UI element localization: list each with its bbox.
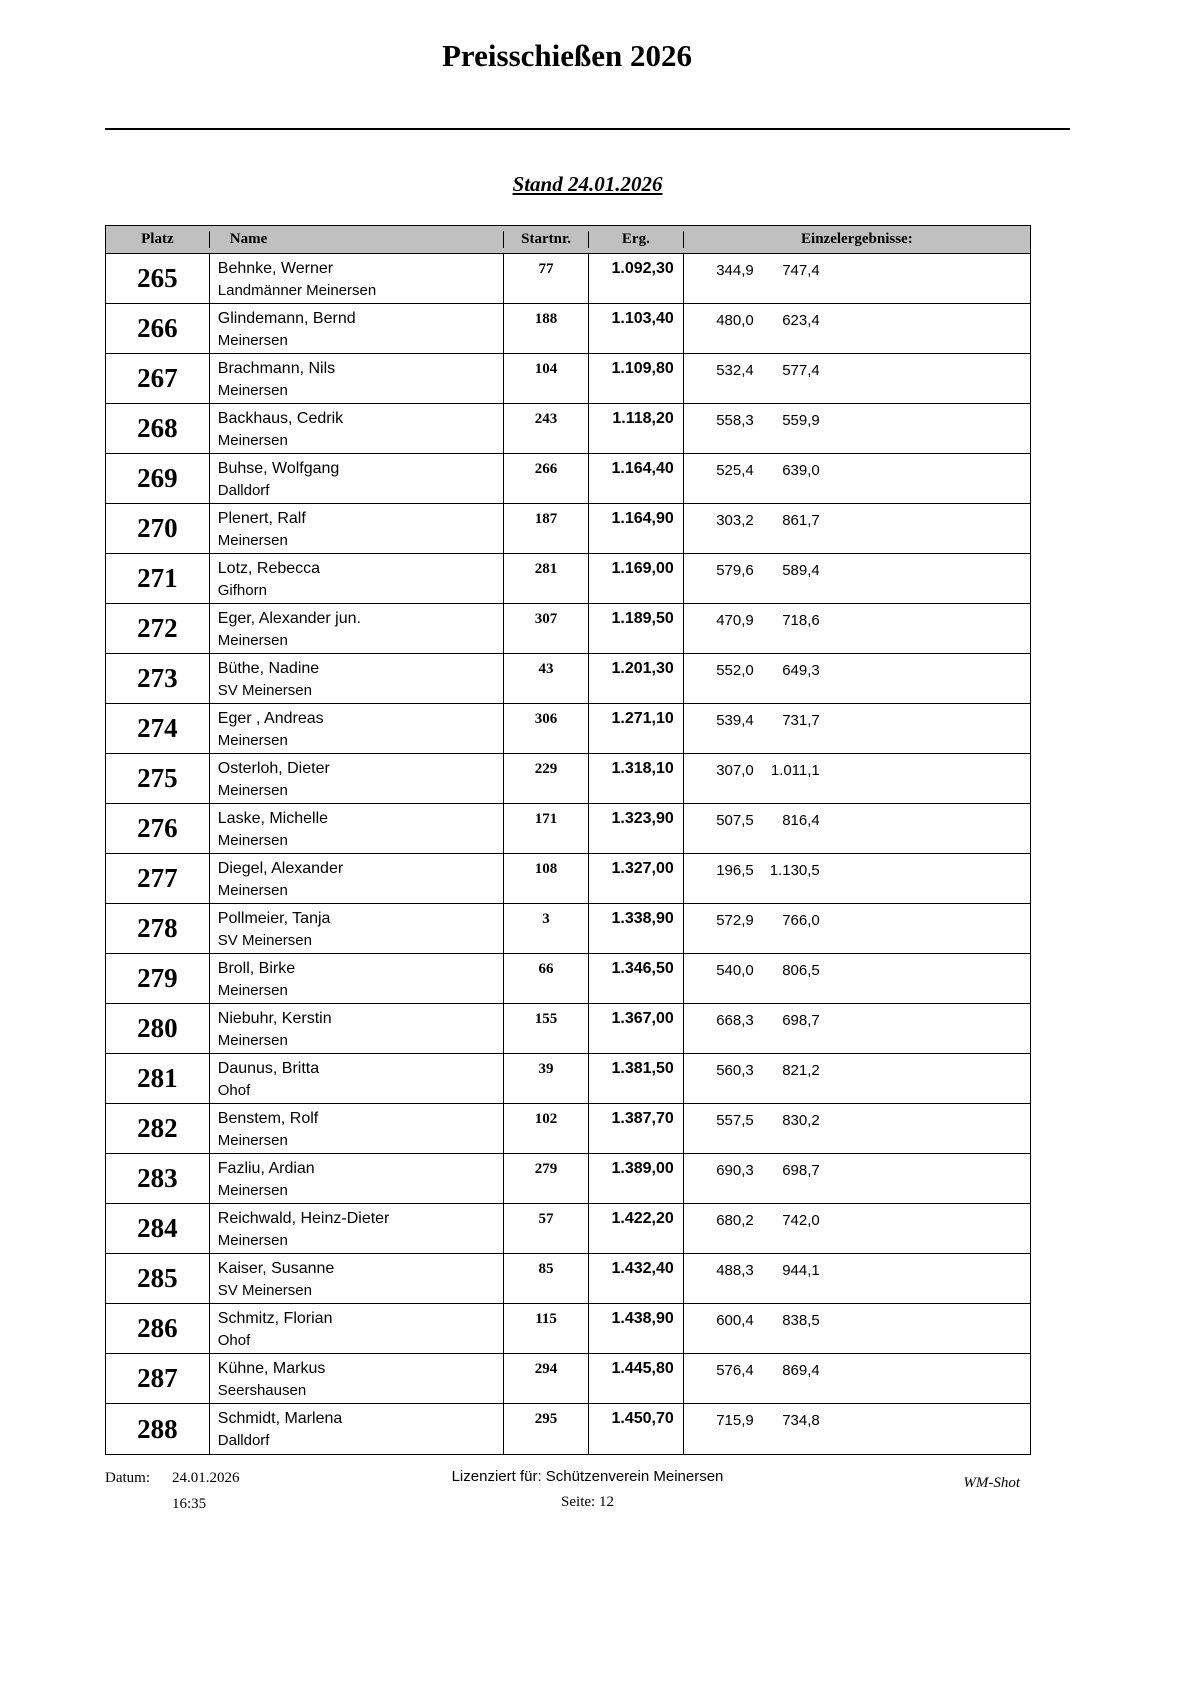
club-name: Meinersen xyxy=(217,882,288,899)
single-results-cell xyxy=(684,1204,1030,1253)
name-cell xyxy=(210,1254,504,1303)
single-result-1: 572,9 xyxy=(716,912,754,929)
results-table-body xyxy=(106,254,1030,1454)
result-total: 1.445,80 xyxy=(589,1354,684,1403)
single-result-1: 507,5 xyxy=(716,812,754,829)
table-row xyxy=(106,454,1030,504)
shooter-name: Fazliu, Ardian xyxy=(217,1160,315,1177)
shooter-name: Reichwald, Heinz-Dieter xyxy=(217,1210,390,1227)
name-cell xyxy=(210,1154,504,1203)
name-cell xyxy=(210,804,504,853)
shooter-name: Büthe, Nadine xyxy=(217,660,320,677)
start-number: 39 xyxy=(504,1054,589,1103)
single-result-2: 639,0 xyxy=(782,462,820,479)
result-total: 1.381,50 xyxy=(589,1054,684,1103)
shooter-name: Niebuhr, Kerstin xyxy=(217,1010,332,1027)
table-row xyxy=(106,554,1030,604)
start-number: 279 xyxy=(504,1154,589,1203)
single-result-2: 623,4 xyxy=(782,312,820,329)
rank-value: 274 xyxy=(106,704,210,753)
single-result-2: 559,9 xyxy=(782,412,820,429)
start-number: 85 xyxy=(504,1254,589,1303)
name-cell xyxy=(210,504,504,553)
single-results-cell xyxy=(684,1254,1030,1303)
table-row xyxy=(106,1054,1030,1104)
club-name: Meinersen xyxy=(217,532,288,549)
start-number: 104 xyxy=(504,354,589,403)
rank-value: 286 xyxy=(106,1304,210,1353)
shooter-name: Daunus, Britta xyxy=(217,1060,320,1077)
result-total: 1.438,90 xyxy=(589,1304,684,1353)
table-row xyxy=(106,1154,1030,1204)
rank-value: 273 xyxy=(106,654,210,703)
start-number: 307 xyxy=(504,604,589,653)
result-total: 1.346,50 xyxy=(589,954,684,1003)
shooter-name: Backhaus, Cedrik xyxy=(217,410,344,427)
name-cell xyxy=(210,654,504,703)
result-total: 1.387,70 xyxy=(589,1104,684,1153)
club-name: Meinersen xyxy=(217,432,288,449)
single-result-2: 718,6 xyxy=(782,612,820,629)
rank-value: 272 xyxy=(106,604,210,653)
single-result-2: 869,4 xyxy=(782,1362,820,1379)
single-result-1: 579,6 xyxy=(716,562,754,579)
single-result-2: 821,2 xyxy=(782,1062,820,1079)
start-number: 155 xyxy=(504,1004,589,1053)
club-name: SV Meinersen xyxy=(217,1282,312,1299)
shooter-name: Eger , Andreas xyxy=(217,710,324,727)
table-row xyxy=(106,1304,1030,1354)
name-cell xyxy=(210,704,504,753)
single-result-1: 715,9 xyxy=(716,1412,754,1429)
shooter-name: Benstem, Rolf xyxy=(217,1110,319,1127)
club-name: Meinersen xyxy=(217,732,288,749)
club-name: Ohof xyxy=(217,1082,251,1099)
start-number: 102 xyxy=(504,1104,589,1153)
rank-value: 284 xyxy=(106,1204,210,1253)
single-result-1: 552,0 xyxy=(716,662,754,679)
club-name: Meinersen xyxy=(217,832,288,849)
club-name: Meinersen xyxy=(217,1132,288,1149)
table-row xyxy=(106,1104,1030,1154)
single-results-cell xyxy=(684,404,1030,453)
single-result-1: 303,2 xyxy=(716,512,754,529)
club-name: Meinersen xyxy=(217,1232,288,1249)
single-result-2: 698,7 xyxy=(782,1012,820,1029)
club-name: Meinersen xyxy=(217,332,288,349)
single-results-cell xyxy=(684,454,1030,503)
single-result-2: 731,7 xyxy=(782,712,820,729)
rank-value: 282 xyxy=(106,1104,210,1153)
single-result-1: 668,3 xyxy=(716,1012,754,1029)
rank-value: 288 xyxy=(106,1404,210,1454)
table-header-row xyxy=(106,226,1030,254)
single-results-cell xyxy=(684,954,1030,1003)
name-cell xyxy=(210,604,504,653)
club-name: Ohof xyxy=(217,1332,251,1349)
single-result-2: 742,0 xyxy=(782,1212,820,1229)
rank-value: 279 xyxy=(106,954,210,1003)
start-number: 57 xyxy=(504,1204,589,1253)
club-name: SV Meinersen xyxy=(217,682,312,699)
start-number: 229 xyxy=(504,754,589,803)
single-result-2: 649,3 xyxy=(782,662,820,679)
start-number: 187 xyxy=(504,504,589,553)
shooter-name: Buhse, Wolfgang xyxy=(217,460,340,477)
single-results-cell xyxy=(684,504,1030,553)
start-number: 108 xyxy=(504,854,589,903)
results-table xyxy=(105,225,1031,1455)
start-number: 115 xyxy=(504,1304,589,1353)
table-row xyxy=(106,1404,1030,1454)
horizontal-rule xyxy=(105,128,1070,130)
table-row xyxy=(106,1204,1030,1254)
single-result-1: 344,9 xyxy=(716,262,754,279)
header-erg: Erg. xyxy=(589,231,684,248)
shooter-name: Eger, Alexander jun. xyxy=(217,610,361,627)
single-results-cell xyxy=(684,1104,1030,1153)
name-cell xyxy=(210,1204,504,1253)
club-name: Dalldorf xyxy=(217,482,270,499)
single-result-2: 734,8 xyxy=(782,1412,820,1429)
club-name: Meinersen xyxy=(217,1032,288,1049)
result-total: 1.422,20 xyxy=(589,1204,684,1253)
table-row xyxy=(106,604,1030,654)
single-result-2: 816,4 xyxy=(782,812,820,829)
single-result-1: 307,0 xyxy=(716,762,754,779)
time-value: 16:35 xyxy=(172,1496,207,1512)
club-name: Meinersen xyxy=(217,382,288,399)
shooter-name: Laske, Michelle xyxy=(217,810,329,827)
single-result-2: 838,5 xyxy=(782,1312,820,1329)
single-result-2: 861,7 xyxy=(782,512,820,529)
rank-value: 278 xyxy=(106,904,210,953)
club-name: Meinersen xyxy=(217,782,288,799)
report-date-subtitle: Stand 24.01.2026 xyxy=(512,172,663,196)
result-total: 1.109,80 xyxy=(589,354,684,403)
table-row xyxy=(106,1004,1030,1054)
start-number: 77 xyxy=(504,254,589,303)
single-result-2: 577,4 xyxy=(782,362,820,379)
name-cell xyxy=(210,854,504,903)
result-total: 1.318,10 xyxy=(589,754,684,803)
shooter-name: Plenert, Ralf xyxy=(217,510,306,527)
license-text: Lizenziert für: Schützenverein Meinersen xyxy=(451,1468,724,1485)
single-result-2: 589,4 xyxy=(782,562,820,579)
result-total: 1.118,20 xyxy=(589,404,684,453)
start-number: 243 xyxy=(504,404,589,453)
result-total: 1.323,90 xyxy=(589,804,684,853)
result-total: 1.327,00 xyxy=(589,854,684,903)
rank-value: 276 xyxy=(106,804,210,853)
start-number: 294 xyxy=(504,1354,589,1403)
single-result-1: 196,5 xyxy=(716,862,754,879)
single-result-2: 830,2 xyxy=(782,1112,820,1129)
result-total: 1.164,90 xyxy=(589,504,684,553)
shooter-name: Schmitz, Florian xyxy=(217,1310,333,1327)
single-results-cell xyxy=(684,804,1030,853)
table-row xyxy=(106,654,1030,704)
start-number: 295 xyxy=(504,1404,589,1454)
rank-value: 275 xyxy=(106,754,210,803)
header-einzelergebnisse: Einzelergebnisse: xyxy=(801,231,913,247)
table-row xyxy=(106,254,1030,304)
single-result-2: 698,7 xyxy=(782,1162,820,1179)
start-number: 43 xyxy=(504,654,589,703)
result-total: 1.450,70 xyxy=(589,1404,684,1454)
table-row xyxy=(106,954,1030,1004)
shooter-name: Schmidt, Marlena xyxy=(217,1410,343,1427)
table-row xyxy=(106,354,1030,404)
single-result-1: 488,3 xyxy=(716,1262,754,1279)
result-total: 1.164,40 xyxy=(589,454,684,503)
start-number: 188 xyxy=(504,304,589,353)
single-results-cell xyxy=(684,854,1030,903)
rank-value: 283 xyxy=(106,1154,210,1203)
rank-value: 269 xyxy=(106,454,210,503)
table-row xyxy=(106,804,1030,854)
result-total: 1.271,10 xyxy=(589,704,684,753)
rank-value: 268 xyxy=(106,404,210,453)
shooter-name: Kaiser, Susanne xyxy=(217,1260,335,1277)
single-result-1: 560,3 xyxy=(716,1062,754,1079)
single-results-cell xyxy=(684,1004,1030,1053)
single-results-cell xyxy=(684,704,1030,753)
table-row xyxy=(106,904,1030,954)
single-results-cell xyxy=(684,1404,1030,1454)
datum-label: Datum: xyxy=(105,1470,150,1486)
single-result-1: 540,0 xyxy=(716,962,754,979)
single-result-1: 600,4 xyxy=(716,1312,754,1329)
club-name: Meinersen xyxy=(217,982,288,999)
name-cell xyxy=(210,554,504,603)
table-row xyxy=(106,754,1030,804)
single-results-cell xyxy=(684,1304,1030,1353)
table-row xyxy=(106,304,1030,354)
name-cell xyxy=(210,404,504,453)
single-results-cell xyxy=(684,354,1030,403)
club-name: Landmänner Meinersen xyxy=(217,282,377,299)
single-results-cell xyxy=(684,254,1030,303)
header-startnr: Startnr. xyxy=(504,231,589,248)
single-results-cell xyxy=(684,604,1030,653)
name-cell xyxy=(210,304,504,353)
rank-value: 285 xyxy=(106,1254,210,1303)
shooter-name: Lotz, Rebecca xyxy=(217,560,321,577)
single-results-cell xyxy=(684,1154,1030,1203)
table-row xyxy=(106,854,1030,904)
single-result-2: 806,5 xyxy=(782,962,820,979)
club-name: Meinersen xyxy=(217,1182,288,1199)
single-results-cell xyxy=(684,1354,1030,1403)
datum-value: 24.01.2026 xyxy=(172,1470,240,1486)
rank-value: 266 xyxy=(106,304,210,353)
header-platz: Platz xyxy=(106,231,210,248)
single-results-cell xyxy=(684,654,1030,703)
name-cell xyxy=(210,1054,504,1103)
club-name: Meinersen xyxy=(217,632,288,649)
club-name: Seershausen xyxy=(217,1382,307,1399)
rank-value: 287 xyxy=(106,1354,210,1403)
single-result-2: 766,0 xyxy=(782,912,820,929)
single-results-cell xyxy=(684,1054,1030,1103)
page-number: Seite: 12 xyxy=(561,1494,614,1510)
shooter-name: Osterloh, Dieter xyxy=(217,760,330,777)
name-cell xyxy=(210,1404,504,1454)
single-result-1: 539,4 xyxy=(716,712,754,729)
single-result-1: 558,3 xyxy=(716,412,754,429)
rank-value: 277 xyxy=(106,854,210,903)
single-results-cell xyxy=(684,304,1030,353)
page-title: Preisschießen 2026 xyxy=(442,38,692,73)
single-result-1: 480,0 xyxy=(716,312,754,329)
name-cell xyxy=(210,1304,504,1353)
rank-value: 270 xyxy=(106,504,210,553)
rank-value: 271 xyxy=(106,554,210,603)
software-brand: WM-Shot xyxy=(963,1475,1020,1491)
result-total: 1.092,30 xyxy=(589,254,684,303)
club-name: Gifhorn xyxy=(217,582,267,599)
name-cell xyxy=(210,454,504,503)
shooter-name: Brachmann, Nils xyxy=(217,360,336,377)
shooter-name: Broll, Birke xyxy=(217,960,296,977)
table-row xyxy=(106,504,1030,554)
name-cell xyxy=(210,1104,504,1153)
start-number: 66 xyxy=(504,954,589,1003)
single-results-cell xyxy=(684,754,1030,803)
single-result-1: 525,4 xyxy=(716,462,754,479)
single-result-2: 944,1 xyxy=(782,1262,820,1279)
result-total: 1.367,00 xyxy=(589,1004,684,1053)
result-total: 1.338,90 xyxy=(589,904,684,953)
header-name: Name xyxy=(210,231,504,248)
shooter-name: Behnke, Werner xyxy=(217,260,334,277)
rank-value: 281 xyxy=(106,1054,210,1103)
table-row xyxy=(106,704,1030,754)
table-row xyxy=(106,1254,1030,1304)
name-cell xyxy=(210,754,504,803)
single-result-2: 1.130,5 xyxy=(769,862,820,879)
single-result-2: 1.011,1 xyxy=(770,762,820,779)
result-total: 1.103,40 xyxy=(589,304,684,353)
name-cell xyxy=(210,904,504,953)
start-number: 281 xyxy=(504,554,589,603)
start-number: 266 xyxy=(504,454,589,503)
shooter-name: Diegel, Alexander xyxy=(217,860,344,877)
start-number: 171 xyxy=(504,804,589,853)
result-total: 1.201,30 xyxy=(589,654,684,703)
table-row xyxy=(106,1354,1030,1404)
result-total: 1.169,00 xyxy=(589,554,684,603)
name-cell xyxy=(210,354,504,403)
single-result-1: 690,3 xyxy=(716,1162,754,1179)
rank-value: 280 xyxy=(106,1004,210,1053)
single-results-cell xyxy=(684,554,1030,603)
single-result-2: 747,4 xyxy=(782,262,820,279)
rank-value: 265 xyxy=(106,254,210,303)
club-name: Dalldorf xyxy=(217,1432,270,1449)
club-name: SV Meinersen xyxy=(217,932,312,949)
result-total: 1.389,00 xyxy=(589,1154,684,1203)
shooter-name: Pollmeier, Tanja xyxy=(217,910,331,927)
name-cell xyxy=(210,954,504,1003)
single-result-1: 680,2 xyxy=(716,1212,754,1229)
shooter-name: Glindemann, Bernd xyxy=(217,310,356,327)
single-result-1: 470,9 xyxy=(716,612,754,629)
result-total: 1.432,40 xyxy=(589,1254,684,1303)
start-number: 3 xyxy=(504,904,589,953)
single-result-1: 557,5 xyxy=(716,1112,754,1129)
name-cell xyxy=(210,1354,504,1403)
rank-value: 267 xyxy=(106,354,210,403)
name-cell xyxy=(210,1004,504,1053)
result-total: 1.189,50 xyxy=(589,604,684,653)
single-results-cell xyxy=(684,904,1030,953)
table-row xyxy=(106,404,1030,454)
single-result-1: 576,4 xyxy=(716,1362,754,1379)
single-result-1: 532,4 xyxy=(716,362,754,379)
shooter-name: Kühne, Markus xyxy=(217,1360,326,1377)
name-cell xyxy=(210,254,504,303)
start-number: 306 xyxy=(504,704,589,753)
